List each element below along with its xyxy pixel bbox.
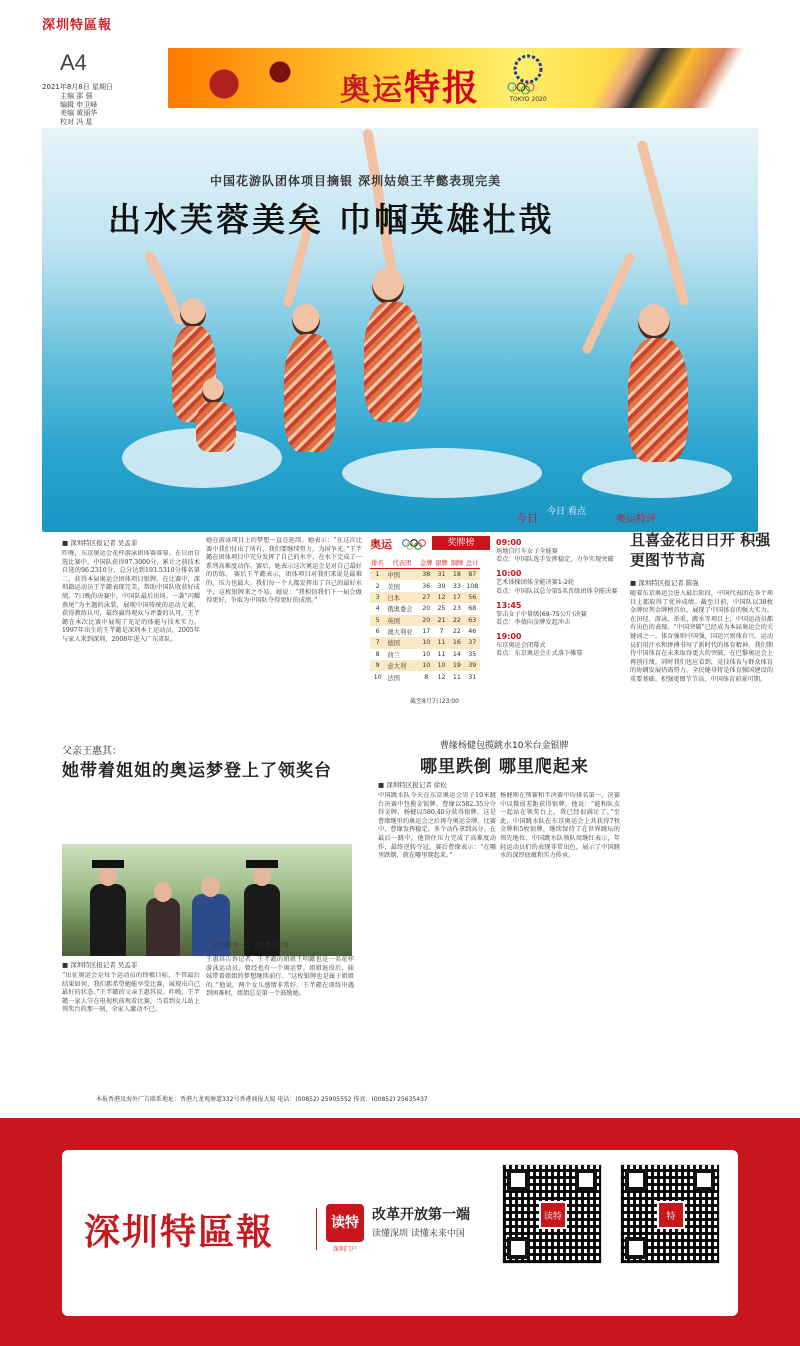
medal-cell: 12 (437, 673, 446, 681)
dad-story-col2: 王惠其告诉记者，王芊懿的姐姐王明懿也是一名花样游泳运动员，曾经也有一个奥运梦。姐姐退役后，妹妹带着姐姐的梦想继续前行。“这枚银牌也是属于姐姐的。”他说，两个女儿感情非常好，王芊懿在训练中遇到困难时，姐姐总是第一个鼓励她。 (206, 956, 354, 998)
medal-row (370, 637, 480, 648)
qr-center-label: 特 (657, 1201, 685, 1229)
staff-editor: 编辑 申卫峰 (60, 100, 98, 109)
schedule-note: 看点：东京奥运会正式落下帷幕 (496, 650, 583, 658)
swimmer-head (638, 304, 670, 340)
medal-cell: 6 (375, 628, 380, 636)
medal-row (370, 649, 480, 660)
qr-code-icon[interactable] (502, 1164, 602, 1264)
diving-story-col1: 中国跳水队今天在东京奥运会男子10米跳台决赛中包揽金银牌，曹缘以582.35分夺得金牌，杨健以580.40分获得银牌。这是曹缘继里约奥运会之后再夺奥运金牌。比赛中，曹缘发挥稳定，多个动作拿到高分。在最后一跳中，他顶住压力完成了高难度动作，最终逆转夺冠。赛后曹缘表示：“在哪里跌倒，就在哪里爬起来。” (378, 792, 496, 860)
medal-cell: 12 (434, 592, 449, 603)
left-story-col2-text: 她在游泳项目上的梦想一直在延续。她表示：“在这次比赛中我们付出了所有，我们要继续努力，为国争光。”王芊懿在团体项目中充分发挥了自己的水平，在水下完成了一系列高难度动作。赛后，她表示这次奥运会是对自己最好的历练。 (206, 537, 362, 579)
medal-cell: 63 (465, 615, 480, 626)
banner-title-a: 奥运 (340, 73, 404, 108)
today-label: 今日 (516, 512, 538, 525)
medal-col-header: 总计 (465, 556, 480, 569)
medal-cell: 21 (434, 615, 449, 626)
medal-cell: 87 (465, 569, 480, 581)
olympic-banner (168, 48, 752, 108)
dad-story-kicker: 父亲王惠其： (62, 746, 122, 757)
schedule-event: 场地自行车女子全能赛 (496, 548, 558, 555)
footer-slogan-2: 读懂深圳 读懂未来中国 (372, 1229, 465, 1239)
qr-corner (625, 1169, 647, 1191)
staff-proofreader: 校对 冯 星 (60, 117, 93, 126)
person-face (253, 866, 271, 886)
today-schedule (496, 538, 620, 664)
issue-date: 2021年8月8日 星期日 (42, 83, 113, 91)
schedule-event: 艺术体操团体全能决赛1-2轮 (496, 579, 575, 587)
schedule-item (496, 538, 620, 564)
schedule-note: 看点：李倩向金牌发起冲击 (496, 619, 571, 627)
schedule-time: 09:00 (496, 538, 522, 547)
commentary-byline: ■ 深圳特区报记者 陈强 (630, 579, 699, 587)
medal-col-header: 金牌 (419, 556, 434, 569)
banner-title (340, 60, 480, 108)
medal-cell: 中国 (385, 569, 418, 581)
paper-name: 深圳特區報 (42, 18, 113, 33)
medal-cell: 7 (370, 637, 385, 648)
medal-cell: 10 (373, 673, 382, 681)
person-mother (146, 898, 180, 956)
medal-cell: 德国 (385, 637, 418, 648)
medal-cell: 1 (370, 569, 385, 581)
left-story-col2 (206, 537, 362, 677)
medal-cell: 5 (370, 615, 385, 626)
hero-photo (42, 128, 758, 532)
medal-cell: 11 (452, 673, 461, 681)
medal-cell: 36 (422, 582, 431, 590)
qr-corner (625, 1237, 647, 1259)
medal-cell: 4 (375, 605, 380, 613)
weightlifter-illustration (168, 48, 308, 108)
medal-table-title: 奥运 (370, 538, 392, 551)
medal-cell: 39 (465, 660, 480, 671)
staff-list (60, 92, 97, 126)
medal-row (370, 615, 480, 626)
qr-corner (507, 1237, 529, 1259)
left-story-col1: 昨晚，东京奥运会花样游泳团体赛落幕。在自由自选比赛中，中国队获得97.3000分，累计之前技术自选的96.2310分，总分达到193.5310分排名第二，获得本届奥运会团体项目银牌。在比赛中，深圳籍运动员王芊懿表现完美，帮助中国队收获好成绩。7日晚的决赛中，中国队最后出场。一袭“闪耀燕尾”为主题的泳装，展现中国传统的运动元素，获得教练认可，最终赢得观众与评委的认可。王芊懿在本次比赛中展现了充足的体能与技术实力。1997年出生的王芊懿是深圳本土运动员，2005年与家人来到深圳，2008年进入广东省队。 (62, 550, 200, 643)
medal-cell: 9 (370, 660, 385, 671)
medal-table-body (370, 569, 480, 683)
person-face (201, 876, 220, 897)
medal-cell: 108 (466, 582, 479, 590)
medal-cell: 10 (419, 660, 434, 671)
medal-row (370, 671, 480, 682)
water-splash (342, 448, 542, 498)
swimmer-figure (628, 338, 688, 462)
medal-cell: 7 (439, 628, 444, 636)
footer-divider (316, 1208, 317, 1250)
diving-story-kicker: 曹缘杨健包揽跳水10米台金银牌 (440, 741, 569, 751)
footer-card (62, 1150, 738, 1316)
qr-corner (575, 1169, 597, 1191)
schedule-time: 19:00 (496, 632, 522, 642)
swimmer-head (180, 298, 206, 328)
diving-story-col2: 杨健则在预赛和半决赛中均排名第一，决赛中以微弱差距获得银牌。他说：“能和队友一起站在领奖台上，我已经很满足了。”至此，中国跳水队在东京奥运会上共获得7枚金牌和5枚银牌，继续保持了在世界跳坛的领先地位。中国跳水队领队周继红表示，年轻运动员们的表现非常出色，展示了中国跳水的深厚底蕴和实力传承。 (500, 792, 620, 860)
medal-cell: 17 (422, 628, 431, 636)
medal-row (370, 626, 480, 637)
graduation-cap-icon (92, 860, 124, 868)
medal-cell: 19 (449, 660, 464, 671)
medal-cell: 22 (452, 628, 461, 636)
swimmer-head (202, 378, 224, 404)
medal-cutoff-time: 截至8月7日23:00 (410, 698, 459, 705)
hero-caption: 今日 看点 (547, 507, 586, 517)
medal-cell: 10 (419, 637, 434, 648)
diving-story-byline: ■ 深圳特区报记者 徐松 (378, 781, 447, 789)
swimmer-head (372, 268, 404, 304)
medal-cell: 11 (434, 637, 449, 648)
medal-col-header: 铜牌 (449, 556, 464, 569)
dute-app-badge: 读特 (326, 1204, 364, 1242)
diving-story-headline: 哪里跌倒 哪里爬起来 (420, 757, 589, 777)
schedule-item (496, 569, 620, 595)
schedule-note: 看点：中国队选手发挥稳定，力争实现突破 (496, 556, 614, 564)
dute-app-sub: 深圳门户 (332, 1246, 357, 1253)
medal-cell: 33 (452, 582, 461, 590)
family-photo-caption: 王芊懿(右一)、王明懿与父母 (212, 942, 289, 949)
masthead-logo (42, 14, 112, 33)
medal-cell: 荷兰 (387, 651, 400, 659)
schedule-event: 拳击女子中量级(69-75公斤)决赛 (496, 610, 587, 618)
medal-cell: 68 (468, 605, 477, 613)
commentary-body: 随着东京奥运会进入最后阶段，中国代表团在各个项目上都取得了优异成绩。截至目前，中国队以38枚金牌位列金牌榜首位，展现了中国体育的强大实力。在田径、游泳、举重、跳水等项目上，中国运动员都有出色的表现。“中国突破”已经成为本届奥运会的关键词之一。体育强则中国强，国运兴则体育兴。运动员们用汗水和拼搏书写了新时代的体育精神。我们期待中国体育在未来取得更大的突破，在巴黎奥运会上再创佳绩。同时我们也应看到，竞技体育与群众体育的协调发展仍需努力，全民健身将是体育强国建设的重要基础。积强更图节节高，中国体育前景可期。 (630, 590, 773, 683)
medal-cell: 17 (449, 592, 464, 603)
medal-cell: 英国 (385, 615, 418, 626)
medal-col-header: 银牌 (434, 556, 449, 569)
medal-row (370, 660, 480, 671)
medal-row (370, 592, 480, 603)
footer-slogan: 改革开放第一端 (372, 1207, 470, 1223)
athlete-illustration (582, 48, 752, 108)
commentary-tag (616, 510, 656, 525)
qr-code-icon[interactable] (620, 1164, 720, 1264)
medal-cell: 3 (370, 592, 385, 603)
left-story-byline: ■ 深圳特区报记者 吴孟菲 (62, 539, 138, 547)
medal-cell: 23 (452, 605, 461, 613)
medal-cell: 澳大利亚 (387, 629, 413, 637)
left-story-col2-more: 赛后王芊懿表示，团体项目对我们来说是最难的，压力也最大。我们每一个人都发挥出了自己的最好水平，这枚银牌来之不易。她说：“我相信我们下一届会做得更好，争取为中国队夺得更好的成绩。” (206, 571, 362, 605)
medal-row (370, 603, 480, 614)
medal-cell: 46 (468, 628, 477, 636)
qr-center-label: 读特 (539, 1201, 567, 1229)
hero-headline: 出水芙蓉美矣 巾帼英雄壮哉 (108, 200, 555, 239)
qr-corner (507, 1169, 529, 1191)
medal-cell: 11 (437, 650, 446, 658)
dad-story-byline: ■ 深圳特区报记者 吴孟菲 (62, 961, 138, 969)
medal-cell: 16 (449, 637, 464, 648)
medal-cell: 27 (419, 592, 434, 603)
graduation-cap-icon (246, 860, 278, 868)
medal-cell: 31 (468, 673, 477, 681)
person-face (99, 866, 117, 886)
swimmer-arm (581, 251, 636, 354)
medal-cell: 56 (465, 592, 480, 603)
banner-title-b: 特报 (404, 67, 481, 108)
tokyo-label: TOKYO 2020 (509, 96, 547, 103)
medal-cell: 美国 (387, 583, 400, 591)
person-face (154, 882, 172, 902)
commentary-headline: 且喜金花日日开 积强更图节节高 (630, 531, 771, 569)
tokyo-2020-emblem-icon (498, 54, 558, 94)
medal-col-header: 代表团 (385, 556, 418, 569)
medal-cell: 日本 (385, 592, 418, 603)
schedule-item (496, 632, 620, 658)
schedule-note: 看点：中国队以总分第5名晋级团体全能决赛 (496, 587, 618, 595)
medal-cell: 法国 (387, 674, 400, 682)
print-info-line: 本报香港及海外广告联系地址：香港九龙观塘道332号香港商报大厦 电话：(00852) 25905552 传真：(00852) 25635437 (96, 1096, 428, 1103)
family-photo (62, 844, 352, 956)
olympic-rings-icon (400, 538, 430, 550)
swimmer-head (292, 304, 320, 336)
staff-editor-in-chief: 主编 邵 强 (60, 92, 93, 100)
medal-cell: 2 (375, 582, 380, 590)
medal-cell: 8 (424, 673, 429, 681)
medal-row (370, 580, 480, 591)
medal-row (370, 569, 480, 581)
medal-cell: 25 (437, 605, 446, 613)
medal-cell: 10 (422, 650, 431, 658)
swimmer-arm (636, 140, 690, 307)
medal-cell: 意大利 (385, 660, 418, 671)
medal-cell: 20 (419, 615, 434, 626)
medal-table (370, 556, 480, 683)
schedule-time: 13:45 (496, 600, 522, 610)
water-splash (582, 458, 732, 498)
swimmer-figure (196, 402, 236, 452)
schedule-event: 东京奥运会闭幕式 (496, 642, 546, 650)
schedule-item (496, 601, 620, 627)
medal-cell: 8 (375, 650, 380, 658)
swimmer-figure (284, 334, 336, 452)
medal-table-header (370, 536, 490, 550)
medal-table-subtitle: 奖牌榜 (432, 536, 490, 550)
person-graduate-left (90, 884, 126, 956)
medal-col-header: 排名 (370, 556, 385, 569)
medal-cell: 18 (449, 569, 464, 581)
footer-ad (0, 1118, 800, 1346)
dad-story-col1: “出征奥运会是每个运动员的终极目标，不管最后结果如何，我们都希望她能享受比赛，展现出自己最好的状态。”王芊懿的父亲王惠其说。昨晚，王芊懿一家人守在电视机前观看比赛，当看到女儿站上领奖台的那一刻，全家人激动不已。 (62, 972, 200, 1014)
footer-logo: 深圳特區報 (84, 1211, 275, 1253)
medal-cell: 38 (419, 569, 434, 581)
medal-cell: 39 (437, 582, 446, 590)
medal-cell: 俄奥委会 (387, 606, 413, 614)
schedule-time: 10:00 (496, 569, 522, 579)
medal-cell: 10 (434, 660, 449, 671)
qr-corner (693, 1169, 715, 1191)
hero-kicker: 中国花游队团体项目摘银 深圳姑娘王芊懿表现完美 (210, 174, 502, 188)
medal-cell: 14 (452, 650, 461, 658)
medal-cell: 22 (449, 615, 464, 626)
today-tag (516, 510, 538, 526)
medal-cell: 31 (434, 569, 449, 581)
medal-cell: 20 (422, 605, 431, 613)
medal-cell: 35 (468, 650, 477, 658)
dad-story-headline: 她带着姐姐的奥运梦登上了领奖台 (62, 761, 332, 781)
staff-designer: 美编 黄丽华 (60, 109, 98, 118)
commentary-label: 奥运特评 (616, 514, 656, 525)
swimmer-figure (364, 302, 422, 422)
medal-cell: 37 (465, 637, 480, 648)
medal-table-head-row (370, 556, 480, 569)
page-number: A4 (60, 50, 87, 75)
